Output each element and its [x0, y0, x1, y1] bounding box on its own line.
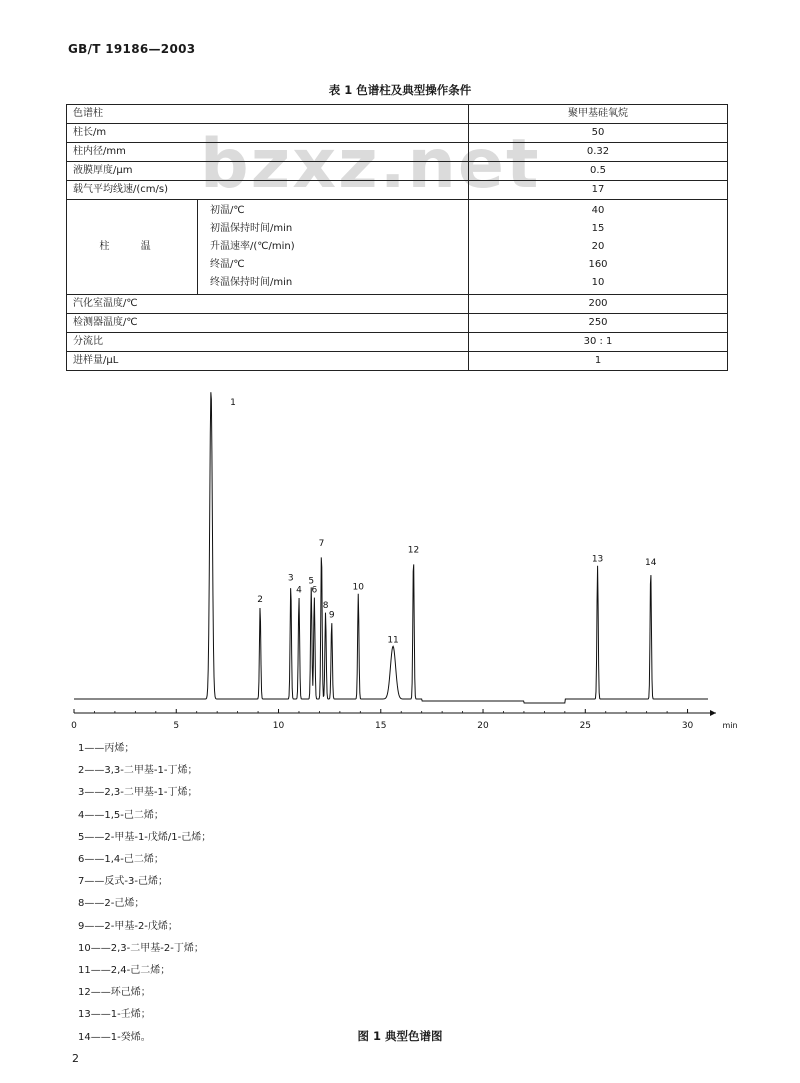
row-label: 液膜厚度/μm	[67, 162, 469, 181]
legend-item: 3——2,3-二甲基-1-丁烯；	[78, 787, 198, 799]
x-tick-label: 30	[681, 721, 694, 731]
peak-label: 1	[230, 398, 236, 408]
x-tick-label: 10	[272, 721, 285, 731]
legend-item: 14——1-癸烯。	[78, 1031, 151, 1043]
table-row	[67, 124, 728, 143]
column-temp-item-label: 升温速率/(℃/min)	[210, 241, 295, 252]
conditions-table	[66, 104, 728, 371]
standard-number: GB/T 19186—2003	[68, 42, 196, 56]
peak-label: 8	[322, 601, 329, 612]
x-axis-unit: min	[722, 721, 738, 730]
x-axis-arrow	[710, 710, 716, 716]
row-value: 1	[469, 352, 728, 371]
row-label: 汽化室温度/℃	[67, 295, 469, 314]
row-label: 载气平均线速/(cm/s)	[67, 181, 469, 200]
x-tick-label: 15	[375, 721, 387, 731]
table-row	[67, 314, 728, 333]
column-temp-label: 柱 温	[67, 200, 198, 295]
row-value: 30 : 1	[469, 333, 728, 352]
watermark: bzxz.net	[200, 125, 541, 204]
legend-item: 7——反式-3-己烯；	[78, 876, 168, 888]
column-temp-item-label: 初温/℃	[210, 205, 245, 216]
peak-label: 14	[645, 557, 657, 568]
chromatogram	[60, 385, 740, 735]
peak-label: 4	[296, 585, 302, 596]
row-value: 50	[469, 124, 728, 143]
column-temp-item-value: 20	[591, 241, 605, 252]
column-temp-item-value: 10	[591, 277, 605, 288]
legend-item: 13——1-壬烯；	[78, 1009, 151, 1021]
legend-item: 11——2,4-己二烯；	[78, 965, 171, 977]
table-title: 表 1 色谱柱及典型操作条件	[328, 83, 472, 97]
table-row	[67, 352, 728, 371]
peak-label: 2	[257, 595, 263, 605]
row-label: 进样量/μL	[67, 352, 469, 371]
row-value: 17	[469, 181, 728, 200]
legend-item: 2——3,3-二甲基-1-丁烯；	[78, 765, 198, 777]
row-label: 柱内径/mm	[67, 143, 469, 162]
table-row	[67, 295, 728, 314]
peak-label: 3	[287, 573, 294, 584]
peak-label: 7	[318, 539, 325, 550]
page-number: 2	[72, 1052, 79, 1065]
column-temp-item-value: 15	[591, 223, 605, 234]
row-label: 色谱柱	[67, 105, 469, 124]
legend-item: 8——2-己烯；	[78, 898, 145, 910]
peak-label: 5	[308, 576, 315, 587]
legend-item: 12——环己烯；	[78, 987, 151, 999]
row-value: 200	[469, 295, 728, 314]
peak-label: 10	[352, 582, 365, 593]
x-tick-label: 25	[579, 721, 592, 731]
row-value: 250	[469, 314, 728, 333]
peak-label: 6	[311, 585, 318, 596]
row-label: 柱长/m	[67, 124, 469, 143]
figure-title: 图 1 典型色谱图	[357, 1029, 443, 1043]
column-temp-item-label: 初温保持时间/min	[210, 223, 293, 234]
row-value: 聚甲基硅氧烷	[469, 105, 728, 124]
peak-label: 12	[407, 545, 420, 556]
legend-item: 4——1,5-己二烯；	[78, 809, 164, 821]
column-temp-values	[469, 200, 728, 295]
column-temp-item-value: 40	[591, 205, 605, 216]
chromatogram-trace	[74, 392, 708, 703]
row-value: 0.32	[469, 143, 728, 162]
column-temp-row	[67, 200, 728, 295]
x-tick-label: 20	[477, 721, 489, 731]
column-temp-items	[198, 200, 469, 295]
peak-label: 9	[328, 610, 335, 621]
x-tick-label: 5	[173, 721, 180, 731]
row-value: 0.5	[469, 162, 728, 181]
legend-item: 1——丙烯；	[78, 743, 135, 754]
table-row	[67, 143, 728, 162]
legend-item: 5——2-甲基-1-戊烯/1-己烯；	[78, 831, 212, 843]
row-label: 分流比	[67, 333, 469, 352]
row-label: 检测器温度/℃	[67, 314, 469, 333]
peak-label: 13	[591, 554, 604, 565]
legend-item: 6——1,4-己二烯；	[78, 854, 164, 866]
peak-label: 11	[387, 635, 399, 646]
column-temp-item-label: 终温保持时间/min	[210, 277, 293, 288]
x-tick-label: 0	[71, 721, 77, 731]
table-row	[67, 333, 728, 352]
peak-legend	[78, 738, 211, 1049]
legend-item: 9——2-甲基-2-戊烯；	[78, 920, 178, 932]
table-row	[67, 105, 728, 124]
table-row	[67, 162, 728, 181]
column-temp-item-label: 终温/℃	[210, 259, 245, 270]
table-row	[67, 181, 728, 200]
column-temp-item-value: 160	[588, 259, 608, 270]
legend-item: 10——2,3-二甲基-2-丁烯；	[78, 942, 204, 954]
